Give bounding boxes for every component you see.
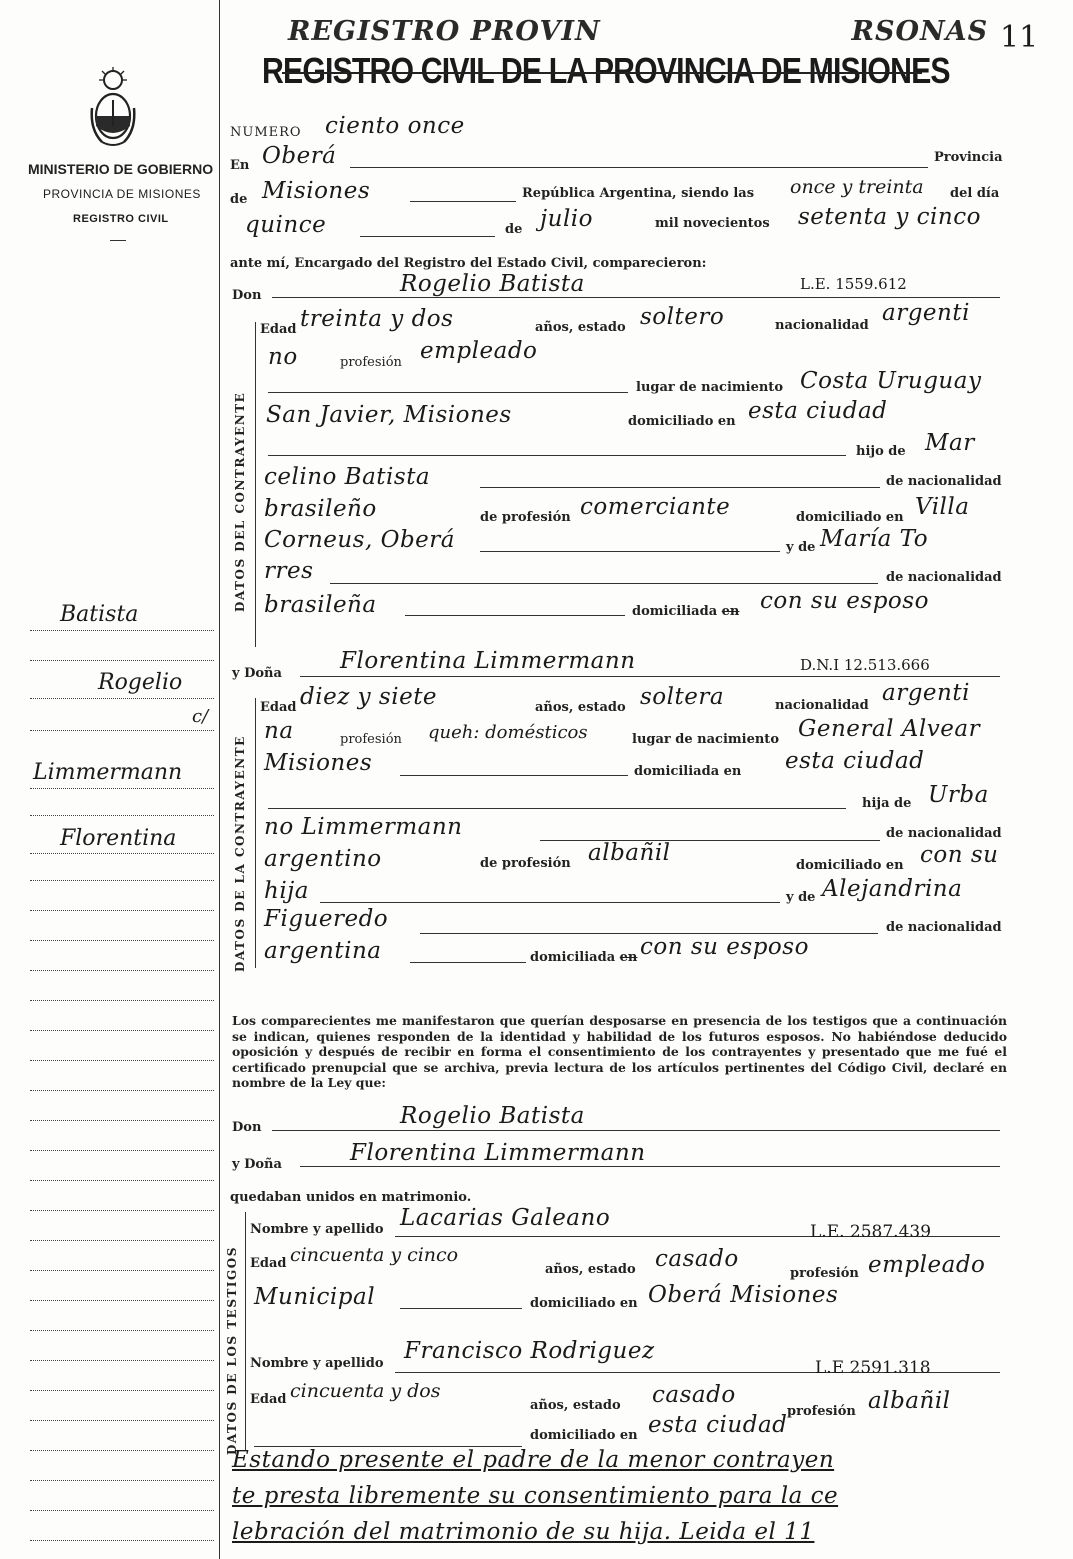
rule xyxy=(320,902,780,903)
contrayente-nombre: Rogelio Batista xyxy=(400,271,585,297)
margin-dots xyxy=(30,1150,214,1151)
label-domiciliado-en: domiciliado en xyxy=(530,1428,638,1443)
margin-dots xyxy=(30,1420,214,1421)
label-en-struck: en xyxy=(721,604,740,619)
label-de-profesion: de profesión xyxy=(480,856,571,871)
rule xyxy=(268,808,846,809)
label-profesion: profesión xyxy=(340,355,402,370)
label-de-nacionalidad: de nacionalidad xyxy=(886,826,1002,841)
label-anos-estado: años, estado xyxy=(535,320,626,335)
label-don: Don xyxy=(232,1120,262,1135)
margin-dots xyxy=(30,660,214,661)
margin-dots xyxy=(30,1540,214,1541)
label-profesion: profesión xyxy=(787,1404,856,1419)
acta-provincia: Misiones xyxy=(262,178,371,204)
label-edad: Edad xyxy=(250,1392,287,1407)
contrayenta-padre-nac: argentino xyxy=(264,846,382,872)
rule xyxy=(272,297,1000,298)
margin-dots xyxy=(30,1330,214,1331)
contrayente-lugar-b: San Javier, Misiones xyxy=(266,402,512,428)
margin-dots xyxy=(30,910,214,911)
label-de-nacionalidad: de nacionalidad xyxy=(886,474,1002,489)
label-edad: Edad xyxy=(260,322,297,337)
label-domiciliada xyxy=(530,950,637,965)
label-hijo-de: hijo de xyxy=(856,444,906,459)
contrayente-madre-dom: con su esposo xyxy=(760,588,929,614)
margin-dots xyxy=(30,788,214,789)
left-margin-rule xyxy=(219,0,220,1559)
side-label-contrayenta: DATOS DE LA CONTRAYENTE xyxy=(233,735,247,972)
margin-dots xyxy=(30,1090,214,1091)
acta-ciudad: Oberá xyxy=(262,143,337,169)
testigo2-profesion: albañil xyxy=(868,1388,951,1414)
label-numero: NUMERO xyxy=(230,125,302,140)
page-title: REGISTRO CIVIL DE LA PROVINCIA DE MISIONES xyxy=(262,50,950,91)
testigo1-edad: cincuenta y cinco xyxy=(290,1244,459,1266)
contrayente-padre-nac: brasileño xyxy=(264,496,377,522)
declaracion-don: Rogelio Batista xyxy=(400,1103,585,1129)
testigo1-domicilio: Oberá Misiones xyxy=(648,1282,839,1308)
margin-dots xyxy=(30,1180,214,1181)
rule xyxy=(268,392,628,393)
label-de-mes: de xyxy=(505,222,523,237)
contrayenta-profesion: queh: domésticos xyxy=(428,722,588,743)
margin-nombre2: Florentina xyxy=(60,826,177,851)
acta-mes: julio xyxy=(540,206,594,232)
label-nombre-apellido: Nombre y apellido xyxy=(250,1356,384,1371)
contrayenta-padre-dom-b: hija xyxy=(264,878,310,904)
testigo1-profesion-b: Municipal xyxy=(254,1284,376,1310)
label-nacionalidad: nacionalidad xyxy=(775,698,869,713)
label-anos-estado: años, estado xyxy=(545,1262,636,1277)
rule xyxy=(268,455,846,456)
label-y-dona: y Doña xyxy=(232,666,282,681)
rule xyxy=(300,676,1000,677)
rule xyxy=(400,775,628,776)
acta-dia: quince xyxy=(245,212,327,238)
bracket-testigos xyxy=(245,1212,246,1450)
ministry-divider xyxy=(110,240,126,241)
label-nacionalidad: nacionalidad xyxy=(775,318,869,333)
contrayenta-madre-nac: argentina xyxy=(264,938,382,964)
testigo2-edad: cincuenta y dos xyxy=(290,1380,441,1402)
contrayenta-madre-b: Figueredo xyxy=(264,906,389,932)
ministry-line2: PROVINCIA DE MISIONES xyxy=(43,187,201,201)
label-hija-de: hija de xyxy=(862,796,912,811)
side-label-testigos: DATOS DE LOS TESTIGOS xyxy=(225,1246,239,1455)
nota-linea1: Estando presente el padre de la menor contrayen xyxy=(232,1447,835,1473)
label-anos-estado: años, estado xyxy=(535,700,626,715)
margin-dots xyxy=(30,1270,214,1271)
contrayenta-lugar-a: General Alvear xyxy=(798,716,981,742)
rule xyxy=(360,236,495,237)
page-number: 11 xyxy=(1000,20,1039,55)
contrayenta-padre-prof: albañil xyxy=(588,840,671,866)
rule xyxy=(480,551,780,552)
label-edad: Edad xyxy=(250,1256,287,1271)
contrayente-profesion: empleado xyxy=(420,338,538,364)
declaracion-text: Los comparecientes me manifestaron que querían desposarse en presencia de los testigos que a continuación se indican, quienes responden de la identidad y habilidad de los futuros esposos. No habiéndose deducido oposición y después de recibir en forma el consentimiento de los contrayentes y presentado que me fué el certificado prenupcial que se archiva, previa lectura de los artículos pertinentes del Código Civil, declaré en nombre de la Ley que: xyxy=(232,1013,1007,1091)
contrayente-padre-b: celino Batista xyxy=(264,464,431,490)
label-de-nacionalidad: de nacionalidad xyxy=(886,920,1002,935)
contrayente-documento: L.E. 1559.612 xyxy=(800,275,907,293)
label-edad: Edad xyxy=(260,700,297,715)
label-profesion: profesión xyxy=(790,1266,859,1281)
contrayenta-nacionalidad-b: na xyxy=(264,718,294,744)
label-de-nacionalidad: de nacionalidad xyxy=(886,570,1002,585)
contrayente-padre-dom-b: Corneus, Oberá xyxy=(264,527,455,553)
ministry-line3: REGISTRO CIVIL xyxy=(73,213,169,225)
declaracion-dona: Florentina Limmermann xyxy=(350,1140,646,1166)
label-domiciliada-text: domiciliada xyxy=(632,604,718,619)
margin-dots xyxy=(30,1360,214,1361)
contrayente-madre-a: María To xyxy=(820,526,929,552)
testigo1-documento: L.E. 2587.439 xyxy=(810,1222,932,1242)
contrayente-nacionalidad-b: no xyxy=(268,344,298,370)
label-provincia: Provincia xyxy=(934,150,1003,165)
contrayente-lugar-a: Costa Uruguay xyxy=(800,368,982,394)
coat-of-arms-icon xyxy=(88,66,138,150)
side-label-contrayente: DATOS DEL CONTRAYENTE xyxy=(233,391,247,612)
margin-dots xyxy=(30,698,214,699)
acta-hora: once y treinta xyxy=(790,176,924,198)
testigo1-profesion: empleado xyxy=(868,1252,986,1278)
margin-dots xyxy=(30,1060,214,1061)
nota-linea2: te presta libremente su consentimiento para la ce xyxy=(232,1483,839,1509)
margin-dots xyxy=(30,940,214,941)
margin-dots xyxy=(30,853,214,854)
margin-apellido: Batista xyxy=(60,602,139,627)
margin-apellido2: Limmermann xyxy=(33,760,183,785)
rule xyxy=(272,1130,1000,1131)
label-de-profesion: de profesión xyxy=(480,510,571,525)
label-anos-estado: años, estado xyxy=(530,1398,621,1413)
label-domiciliado-en: domiciliado en xyxy=(796,510,904,525)
contrayenta-nacionalidad-a: argenti xyxy=(882,680,970,706)
contrayente-madre-nac: brasileña xyxy=(264,592,377,618)
margin-dots xyxy=(30,1480,214,1481)
contrayenta-nombre: Florentina Limmermann xyxy=(340,648,636,674)
testigo2-documento: L.E 2591.318 xyxy=(815,1358,931,1378)
label-nombre-apellido: Nombre y apellido xyxy=(250,1222,384,1237)
label-lugar-nacimiento: lugar de nacimiento xyxy=(632,732,779,747)
margin-dots xyxy=(30,730,214,731)
contrayenta-domicilio: esta ciudad xyxy=(785,748,925,774)
label-y-de: y de xyxy=(786,540,816,555)
margin-dots xyxy=(30,1240,214,1241)
label-y-de: y de xyxy=(786,890,816,905)
margin-dots xyxy=(30,1210,214,1211)
contrayente-estado: soltero xyxy=(640,304,725,330)
margin-dots xyxy=(30,1390,214,1391)
testigo1-nombre: Lacarias Galeano xyxy=(400,1205,611,1231)
margin-dots xyxy=(30,1300,214,1301)
contrayente-padre-dom-a: Villa xyxy=(915,494,970,520)
overprint-stamp xyxy=(288,16,988,47)
contrayente-madre-b: rres xyxy=(264,558,314,584)
rule xyxy=(350,167,928,168)
rule xyxy=(405,615,625,616)
contrayenta-madre-a: Alejandrina xyxy=(822,876,963,902)
label-lugar-nacimiento: lugar de nacimiento xyxy=(636,380,783,395)
contrayenta-estado: soltera xyxy=(640,684,725,710)
margin-dots xyxy=(30,1450,214,1451)
testigo2-estado: casado xyxy=(652,1382,736,1408)
contrayenta-lugar-b: Misiones xyxy=(264,750,373,776)
margin-nombre: Rogelio xyxy=(98,670,183,695)
contrayente-domicilio: esta ciudad xyxy=(748,398,888,424)
testigo2-domicilio: esta ciudad xyxy=(648,1412,788,1438)
margin-dots xyxy=(30,880,214,881)
overprint-end: RSONAS xyxy=(851,16,989,47)
contrayente-padre-a: Mar xyxy=(925,430,975,456)
contrayente-nacionalidad-a: argenti xyxy=(882,300,970,326)
acta-anio: setenta y cinco xyxy=(798,204,981,230)
rule xyxy=(300,1166,1000,1167)
contrayente-padre-prof: comerciante xyxy=(580,494,731,520)
label-domiciliado-en: domiciliado en xyxy=(796,858,904,873)
label-en: En xyxy=(230,158,250,173)
contrayenta-edad: diez y siete xyxy=(300,684,438,710)
label-don: Don xyxy=(232,288,262,303)
margin-dots xyxy=(30,1120,214,1121)
contrayenta-padre-dom-a: con su xyxy=(920,842,999,868)
contrayenta-padre-b: no Limmermann xyxy=(264,814,463,840)
margin-dots xyxy=(30,1000,214,1001)
label-domiciliada-text: domiciliada xyxy=(530,950,616,965)
contrayente-edad: treinta y dos xyxy=(300,306,454,332)
margin-dots xyxy=(30,815,214,816)
bracket-contrayenta xyxy=(255,698,256,968)
label-domiciliada-en: domiciliada en xyxy=(634,764,742,779)
margin-dots xyxy=(30,1030,214,1031)
testigo2-nombre: Francisco Rodriguez xyxy=(404,1338,655,1364)
overprint-start: REGISTRO PROVIN xyxy=(288,16,601,47)
rule xyxy=(410,962,526,963)
rule xyxy=(410,201,516,202)
bracket-contrayente xyxy=(255,322,256,647)
title-strike xyxy=(282,72,922,74)
rule xyxy=(330,583,878,584)
margin-dots xyxy=(30,970,214,971)
nota-linea3: lebración del matrimonio de su hija. Leida el 11 xyxy=(232,1519,815,1545)
label-y-dona: y Doña xyxy=(232,1157,282,1172)
rule xyxy=(400,1308,522,1309)
acta-numero: ciento once xyxy=(325,113,465,139)
label-domiciliado-en: domiciliado en xyxy=(530,1296,638,1311)
testigo1-estado: casado xyxy=(655,1246,739,1272)
margin-dots xyxy=(30,1510,214,1511)
margin-connector: c/ xyxy=(192,706,209,727)
rule xyxy=(480,487,880,488)
label-domiciliada xyxy=(632,604,739,619)
label-quedaban: quedaban unidos en matrimonio. xyxy=(230,1190,472,1205)
margin-dots xyxy=(30,630,214,631)
label-de: de xyxy=(230,192,248,207)
contrayenta-documento: D.N.I 12.513.666 xyxy=(800,656,930,674)
contrayenta-madre-dom: con su esposo xyxy=(640,934,809,960)
label-mil-novecientos: mil novecientos xyxy=(655,216,770,231)
label-del-dia: del día xyxy=(950,186,1000,201)
label-ante-mi: ante mí, Encargado del Registro del Estado Civil, comparecieron: xyxy=(230,256,707,271)
contrayenta-padre-a: Urba xyxy=(928,782,989,808)
label-profesion: profesión xyxy=(340,732,402,747)
label-republica: República Argentina, siendo las xyxy=(522,186,755,201)
label-domiciliado-en: domiciliado en xyxy=(628,414,736,429)
ministry-line1: MINISTERIO DE GOBIERNO xyxy=(28,161,214,177)
label-en-struck: en xyxy=(619,950,638,965)
